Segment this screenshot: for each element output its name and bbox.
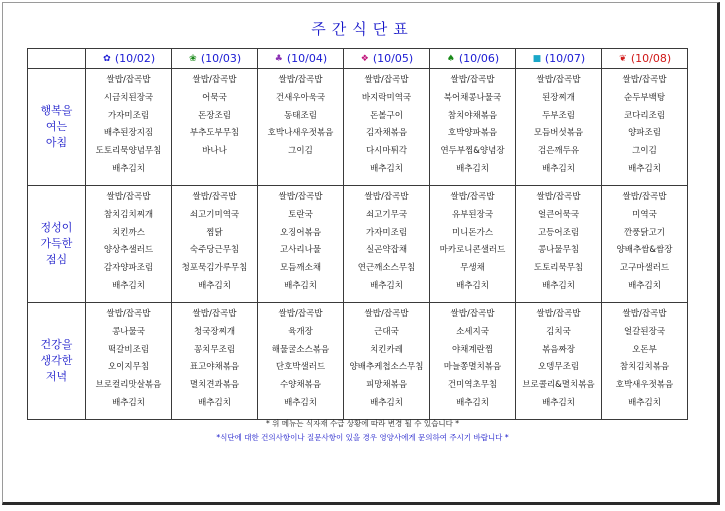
menu-item: 고등어조림 — [537, 227, 580, 238]
menu-item: 배추김치 — [112, 280, 145, 291]
date-label: (10/04) — [286, 52, 328, 65]
menu-cell — [86, 69, 172, 186]
menu-item — [172, 161, 257, 179]
menu-item: 실곤약잡채 — [365, 245, 408, 256]
menu-item: 두부조림 — [542, 110, 575, 121]
menu-item: 오돈부 — [632, 344, 657, 355]
menu-item: 참치야채볶음 — [447, 110, 498, 121]
notice-change: * 위 메뉴는 식자재 수급 상황에 따라 변경 될 수 있습니다 * — [265, 419, 460, 428]
menu-item: 쌀밥/잡곡밥 — [106, 192, 151, 202]
menu-item: 미니돈가스 — [451, 227, 494, 238]
menu-item: 연근깨소스무침 — [357, 263, 416, 274]
menu-item: 양배추케첩소스무침 — [349, 362, 424, 373]
menu-item: 쌀밥/잡곡밥 — [278, 192, 323, 202]
meal-label-line: 점심 — [45, 253, 68, 266]
menu-item: 참치김치찌개 — [103, 209, 154, 220]
meal-label — [28, 186, 86, 303]
menu-item: 수양채볶음 — [279, 380, 322, 391]
menu-item: 오뎅무조림 — [537, 362, 580, 373]
date-label: (10/05) — [372, 52, 414, 65]
menu-item: 배추김치 — [198, 280, 231, 291]
menu-item: 청포묵김가루무침 — [181, 263, 248, 274]
menu-cell — [344, 186, 430, 303]
menu-item: 쌀밥/잡곡밥 — [192, 192, 237, 202]
menu-item: 다시마튀각 — [365, 146, 408, 157]
date-label: (10/08) — [630, 52, 672, 65]
menu-item: 부추도부무침 — [189, 128, 240, 139]
menu-cell — [602, 69, 688, 186]
date-label: (10/02) — [114, 52, 156, 65]
menu-item: 쌀밥/잡곡밥 — [450, 192, 495, 202]
menu-item: 배추김치 — [456, 163, 489, 174]
menu-item: 쌀밥/잡곡밥 — [278, 309, 323, 319]
menu-item: 쌀밥/잡곡밥 — [364, 192, 409, 202]
menu-item: 순두부백탕 — [623, 92, 666, 103]
bucket-icon: ♠ — [446, 53, 455, 64]
menu-item: 오징어볶음 — [279, 227, 322, 238]
menu-cell — [516, 69, 602, 186]
menu-item: 마카로니콘샐러드 — [439, 245, 506, 256]
menu-item: 양배추쌈&쌈장 — [616, 245, 673, 256]
menu-item: 떡갈비조림 — [107, 344, 150, 355]
meal-row — [28, 69, 688, 186]
menu-cell — [430, 69, 516, 186]
menu-item: 쇠고기무국 — [365, 209, 408, 220]
meal-label-line: 저녁 — [45, 370, 68, 383]
menu-item: 쌀밥/잡곡밥 — [450, 309, 495, 319]
menu-item: 고구마샐러드 — [619, 263, 670, 274]
menu-item: 시금치된장국 — [103, 92, 154, 103]
menu-item: 마늘쫑멸치볶음 — [443, 362, 502, 373]
notice-contact: *식단에 대한 건의사항이나 질문사항이 있을 경우 영양사에게 문의하여 주시기 바랍니다 * — [216, 433, 509, 442]
menu-cell — [258, 186, 344, 303]
menu-item: 표고야채볶음 — [189, 362, 240, 373]
corner-cell — [28, 49, 86, 69]
meal-label-line: 여는 — [45, 120, 68, 133]
menu-item: 쌀밥/잡곡밥 — [536, 192, 581, 202]
menu-item: 오이지무침 — [107, 362, 150, 373]
menu-item: 그이김 — [288, 146, 313, 157]
menu-item: 배추김치 — [456, 397, 489, 408]
menu-item: 가자미조림 — [107, 110, 150, 121]
meal-label-line: 가득한 — [40, 237, 73, 250]
menu-item: 도토리묵양념무침 — [95, 146, 162, 157]
menu-item: 배추김치 — [198, 397, 231, 408]
menu-item: 감자양파조림 — [103, 263, 154, 274]
menu-cell — [516, 303, 602, 420]
menu-item: 치킨카레 — [370, 344, 403, 355]
menu-item: 숙주당근무침 — [189, 245, 240, 256]
date-header — [430, 49, 516, 69]
date-label: (10/06) — [458, 52, 500, 65]
menu-cell — [172, 186, 258, 303]
menu-item: 가자미조림 — [365, 227, 408, 238]
meal-label-line: 행복을 — [40, 104, 73, 117]
menu-item: 쇠고기미역국 — [189, 209, 240, 220]
date-header-row — [28, 49, 688, 69]
menu-cell — [344, 69, 430, 186]
menu-item: 북어채콩나물국 — [443, 92, 502, 103]
menu-item: 야채계란찜 — [451, 344, 494, 355]
menu-item: 모듬버섯볶음 — [533, 128, 584, 139]
menu-cell — [344, 303, 430, 420]
menu-item: 쌀밥/잡곡밥 — [536, 75, 581, 85]
menu-item: 배추김치 — [112, 163, 145, 174]
clover-icon: ♣ — [274, 53, 283, 64]
page-title: 주간식단표 — [311, 20, 414, 38]
menu-item: 콩나물무침 — [537, 245, 580, 256]
date-header — [172, 49, 258, 69]
meal-label — [28, 69, 86, 186]
date-header — [602, 49, 688, 69]
menu-item: 쌀밥/잡곡밥 — [622, 75, 667, 85]
menu-item: 배추김치 — [456, 280, 489, 291]
menu-item: 브로컬리맛살볶음 — [95, 380, 162, 391]
menu-item: 쌀밥/잡곡밥 — [364, 75, 409, 85]
menu-cell — [602, 186, 688, 303]
menu-item: 쌀밥/잡곡밥 — [364, 309, 409, 319]
menu-item: 건미역초무침 — [447, 380, 498, 391]
menu-item: 모듬깨소채 — [279, 263, 322, 274]
menu-item: 어묵국 — [202, 92, 227, 103]
meal-label-line: 정성이 — [40, 221, 73, 234]
menu-item: 건새우아욱국 — [275, 92, 326, 103]
menu-cell — [602, 303, 688, 420]
menu-item: 배추김치 — [628, 280, 661, 291]
meal-label — [28, 303, 86, 420]
menu-item: 참치김치볶음 — [619, 362, 670, 373]
menu-item: 소세지국 — [456, 326, 489, 337]
menu-item: 배추김치 — [370, 280, 403, 291]
menu-item: 돈볼구이 — [370, 110, 403, 121]
menu-item: 무생채 — [460, 263, 485, 274]
menu-item: 콩나물국 — [112, 326, 145, 337]
menu-item: 동태조림 — [284, 110, 317, 121]
menu-item: 쌀밥/잡곡밥 — [622, 192, 667, 202]
date-label: (10/07) — [544, 52, 586, 65]
menu-cell — [430, 303, 516, 420]
menu-item: 배추김치 — [542, 163, 575, 174]
menu-item: 쌀밥/잡곡밥 — [106, 309, 151, 319]
menu-cell — [258, 303, 344, 420]
flower-icon: ✿ — [103, 53, 111, 64]
menu-item: 바지락미역국 — [361, 92, 412, 103]
menu-item: 연두부찜&양념장 — [440, 146, 505, 157]
menu-item: 배추김치 — [284, 397, 317, 408]
weekly-menu-table — [27, 48, 688, 420]
menu-item: 호박나새우젓볶음 — [267, 128, 334, 139]
meal-row — [28, 303, 688, 420]
menu-item: 배추김치 — [112, 397, 145, 408]
menu-item: 쌀밥/잡곡밥 — [192, 75, 237, 85]
menu-item: 도토리묵무침 — [533, 263, 584, 274]
date-header — [258, 49, 344, 69]
menu-item: 쌀밥/잡곡밥 — [622, 309, 667, 319]
menu-item: 고사리나물 — [279, 245, 322, 256]
menu-item: 유부된장국 — [451, 209, 494, 220]
menu-item: 김치국 — [546, 326, 571, 337]
meal-label-line: 생각한 — [40, 354, 73, 367]
menu-item: 미역국 — [632, 209, 657, 220]
menu-cell — [258, 69, 344, 186]
menu-item: 된장찌개 — [542, 92, 575, 103]
meal-label-line: 아침 — [45, 136, 68, 149]
menu-item: 육개장 — [288, 326, 313, 337]
box-icon: ■ — [532, 53, 542, 64]
menu-item: 깐풍닭고기 — [623, 227, 666, 238]
menu-cell — [430, 186, 516, 303]
menu-cell — [86, 303, 172, 420]
menu-item: 쌀밥/잡곡밥 — [450, 75, 495, 85]
menu-cell — [516, 186, 602, 303]
menu-item: 얼큰어묵국 — [537, 209, 580, 220]
menu-cell — [172, 303, 258, 420]
menu-item: 볶음짜장 — [542, 344, 575, 355]
menu-cell — [86, 186, 172, 303]
menu-item: 얼갈된장국 — [623, 326, 666, 337]
menu-item: 치킨까스 — [112, 227, 145, 238]
menu-item: 김자채볶음 — [365, 128, 408, 139]
menu-item: 그이김 — [632, 146, 657, 157]
menu-item: 단호박샐러드 — [275, 362, 326, 373]
menu-item: 배추김치 — [628, 397, 661, 408]
menu-item: 배추김치 — [542, 280, 575, 291]
gift-icon: ❖ — [360, 53, 369, 64]
menu-item: 해물굴소스볶음 — [271, 344, 330, 355]
tortoise-icon: ❀ — [189, 53, 197, 64]
menu-item: 배추된장지짐 — [103, 128, 154, 139]
menu-item: 피망채볶음 — [365, 380, 408, 391]
menu-item: 코다리조림 — [623, 110, 666, 121]
menu-item: 찜닭 — [206, 227, 223, 238]
menu-item: 브로콜리&멸치볶음 — [522, 380, 595, 391]
meal-row — [28, 186, 688, 303]
menu-item: 양파조림 — [628, 128, 661, 139]
menu-item: 배추김치 — [370, 163, 403, 174]
menu-item: 바나나 — [202, 146, 227, 157]
heart-icon: ❦ — [619, 53, 627, 64]
menu-item: 호박새우젓볶음 — [615, 380, 674, 391]
menu-item: 배추김치 — [370, 397, 403, 408]
menu-item: 돈장조림 — [198, 110, 231, 121]
menu-item: 배추김치 — [628, 163, 661, 174]
menu-item: 토란국 — [288, 209, 313, 220]
menu-cell — [172, 69, 258, 186]
meal-label-line: 건강을 — [40, 338, 73, 351]
menu-item: 청국장찌개 — [193, 326, 236, 337]
menu-item: 쌀밥/잡곡밥 — [536, 309, 581, 319]
date-header — [344, 49, 430, 69]
menu-item: 근대국 — [374, 326, 399, 337]
menu-item: 양상추샐러드 — [103, 245, 154, 256]
date-label: (10/03) — [200, 52, 242, 65]
menu-item: 호박양파볶음 — [447, 128, 498, 139]
date-header — [86, 49, 172, 69]
menu-item: 배추김치 — [542, 397, 575, 408]
menu-item: 쌀밥/잡곡밥 — [106, 75, 151, 85]
menu-item — [258, 161, 343, 179]
menu-item: 꽁치무조림 — [193, 344, 236, 355]
menu-item: 검은깨두유 — [537, 146, 580, 157]
menu-item: 쌀밥/잡곡밥 — [192, 309, 237, 319]
menu-item: 멸치견과볶음 — [189, 380, 240, 391]
menu-item: 쌀밥/잡곡밥 — [278, 75, 323, 85]
menu-item: 배추김치 — [284, 280, 317, 291]
date-header — [516, 49, 602, 69]
